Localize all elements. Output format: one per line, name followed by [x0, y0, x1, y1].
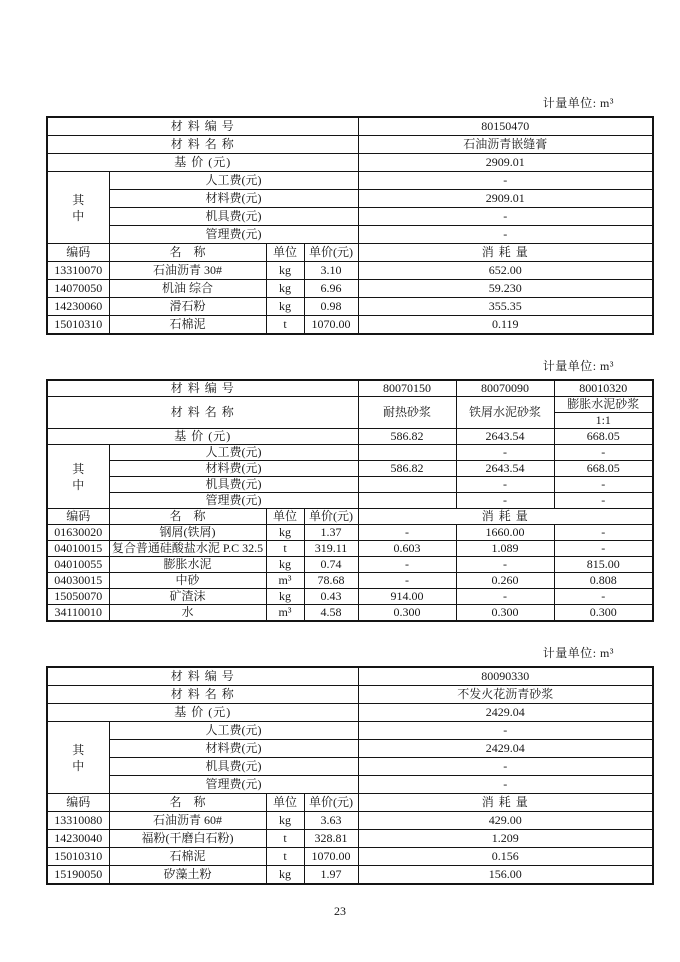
- material-table-2: [46, 379, 654, 622]
- item-qty: -: [554, 541, 653, 557]
- material-no-value: 80090330: [358, 667, 653, 686]
- admin-fee-value: -: [358, 226, 653, 244]
- item-row: [47, 605, 653, 622]
- item-unit: kg: [266, 525, 304, 541]
- item-price: 78.68: [304, 573, 358, 589]
- base-price-label: 基 价 (元): [47, 429, 358, 445]
- column-header-row: [47, 244, 653, 262]
- material-name-value: 耐热砂浆: [358, 397, 456, 429]
- item-price: 0.98: [304, 298, 358, 316]
- material-no-label: 材 料 编 号: [47, 117, 358, 136]
- item-price: 328.81: [304, 830, 358, 848]
- item-unit: m³: [266, 573, 304, 589]
- table-row: [47, 380, 653, 397]
- material-fee-value: 668.05: [554, 461, 653, 477]
- item-row: [47, 848, 653, 866]
- item-name: 钢屑(铁屑): [109, 525, 266, 541]
- item-unit: kg: [266, 812, 304, 830]
- unit-price-header: 单价(元): [304, 244, 358, 262]
- base-price-value: 2643.54: [456, 429, 554, 445]
- item-qty: 1.209: [358, 830, 653, 848]
- unit-label-1: 计量单位: m³: [542, 96, 614, 110]
- material-name-label: 材 料 名 称: [47, 136, 358, 154]
- item-name: 石油沥青 30#: [109, 262, 266, 280]
- item-price: 1.97: [304, 866, 358, 885]
- item-qty: 156.00: [358, 866, 653, 885]
- item-name: 矽藻土粉: [109, 866, 266, 885]
- table-row: [47, 117, 653, 136]
- item-name: 石棉泥: [109, 316, 266, 335]
- item-qty: 0.603: [358, 541, 456, 557]
- unit-label-3: 计量单位: m³: [542, 646, 614, 660]
- item-unit: kg: [266, 557, 304, 573]
- machine-fee-value: [358, 477, 456, 493]
- item-qty: 355.35: [358, 298, 653, 316]
- unit-header: 单位: [266, 794, 304, 812]
- item-qty: -: [554, 525, 653, 541]
- material-no-value: 80150470: [358, 117, 653, 136]
- base-price-value: 586.82: [358, 429, 456, 445]
- material-no-label: 材 料 编 号: [47, 667, 358, 686]
- page-number: 23: [334, 904, 346, 918]
- table-row: [47, 493, 653, 509]
- name-header: 名 称: [109, 244, 266, 262]
- item-row: [47, 298, 653, 316]
- code-header: 编码: [47, 509, 109, 525]
- item-unit: kg: [266, 262, 304, 280]
- item-row: [47, 262, 653, 280]
- item-name: 石棉泥: [109, 848, 266, 866]
- table-row: [47, 758, 653, 776]
- base-price-label: 基 价 (元): [47, 704, 358, 722]
- item-unit: kg: [266, 298, 304, 316]
- unit-header: 单位: [266, 509, 304, 525]
- labor-fee-value: -: [358, 172, 653, 190]
- column-header-row: [47, 794, 653, 812]
- item-name: 石油沥青 60#: [109, 812, 266, 830]
- item-row: [47, 525, 653, 541]
- among-label: 其 中: [47, 722, 109, 794]
- material-fee-label: 材料费(元): [109, 740, 358, 758]
- material-no-label: 材 料 编 号: [47, 380, 358, 397]
- table-row: [47, 704, 653, 722]
- machine-fee-label: 机具费(元): [109, 208, 358, 226]
- material-fee-value: 2643.54: [456, 461, 554, 477]
- material-fee-value: 586.82: [358, 461, 456, 477]
- material-name-value: 不发火花沥青砂浆: [358, 686, 653, 704]
- item-price: 1.37: [304, 525, 358, 541]
- item-qty: 0.156: [358, 848, 653, 866]
- admin-fee-value: -: [554, 493, 653, 509]
- table-row: [47, 208, 653, 226]
- among-label: 其 中: [47, 172, 109, 244]
- item-qty: 0.300: [358, 605, 456, 622]
- item-qty: 0.119: [358, 316, 653, 335]
- material-no-value: 80010320: [554, 380, 653, 397]
- admin-fee-value: [358, 493, 456, 509]
- item-unit: t: [266, 541, 304, 557]
- item-price: 3.10: [304, 262, 358, 280]
- item-qty: 0.260: [456, 573, 554, 589]
- item-qty: -: [358, 525, 456, 541]
- unit-label-2: 计量单位: m³: [542, 359, 614, 373]
- admin-fee-value: -: [456, 493, 554, 509]
- item-code: 34110010: [47, 605, 109, 622]
- labor-fee-label: 人工费(元): [109, 722, 358, 740]
- item-qty: 1660.00: [456, 525, 554, 541]
- column-header-row: [47, 509, 653, 525]
- table-row: [47, 667, 653, 686]
- admin-fee-label: 管理费(元): [109, 493, 358, 509]
- table-row: [47, 172, 653, 190]
- among-label: 其 中: [47, 445, 109, 509]
- material-name-value: 铁屑水泥砂浆: [456, 397, 554, 429]
- item-qty: -: [358, 557, 456, 573]
- machine-fee-value: -: [456, 477, 554, 493]
- item-name: 中砂: [109, 573, 266, 589]
- item-row: [47, 589, 653, 605]
- item-code: 14070050: [47, 280, 109, 298]
- base-price-value: 2429.04: [358, 704, 653, 722]
- table-row: [47, 445, 653, 461]
- labor-fee-value: -: [358, 722, 653, 740]
- table-row: [47, 686, 653, 704]
- material-table-1: [46, 116, 654, 335]
- material-table-3: [46, 666, 654, 885]
- item-qty: 652.00: [358, 262, 653, 280]
- item-name: 滑石粉: [109, 298, 266, 316]
- material-no-value: 80070150: [358, 380, 456, 397]
- material-name-ratio: 1:1: [554, 413, 653, 429]
- item-price: 0.43: [304, 589, 358, 605]
- item-qty: 0.300: [554, 605, 653, 622]
- item-row: [47, 557, 653, 573]
- consumption-header: 消 耗 量: [358, 244, 653, 262]
- table-row: [47, 722, 653, 740]
- item-price: 0.74: [304, 557, 358, 573]
- item-row: [47, 541, 653, 557]
- item-code: 15010310: [47, 848, 109, 866]
- item-qty: -: [358, 573, 456, 589]
- item-name: 膨胀水泥: [109, 557, 266, 573]
- labor-fee-label: 人工费(元): [109, 172, 358, 190]
- item-name: 机油 综合: [109, 280, 266, 298]
- item-unit: t: [266, 316, 304, 335]
- item-code: 04010055: [47, 557, 109, 573]
- table-row: [47, 226, 653, 244]
- admin-fee-value: -: [358, 776, 653, 794]
- item-unit: kg: [266, 866, 304, 885]
- consumption-header: 消 耗 量: [358, 509, 653, 525]
- item-row: [47, 573, 653, 589]
- item-code: 15010310: [47, 316, 109, 335]
- item-qty: -: [456, 589, 554, 605]
- item-code: 13310080: [47, 812, 109, 830]
- base-price-value: 668.05: [554, 429, 653, 445]
- item-qty: 0.300: [456, 605, 554, 622]
- item-unit: t: [266, 830, 304, 848]
- item-unit: kg: [266, 280, 304, 298]
- labor-fee-value: [358, 445, 456, 461]
- machine-fee-value: -: [358, 208, 653, 226]
- item-price: 6.96: [304, 280, 358, 298]
- material-fee-label: 材料费(元): [109, 190, 358, 208]
- material-fee-value: 2429.04: [358, 740, 653, 758]
- item-code: 15190050: [47, 866, 109, 885]
- item-price: 3.63: [304, 812, 358, 830]
- base-price-label: 基 价 (元): [47, 154, 358, 172]
- item-qty: 914.00: [358, 589, 456, 605]
- material-name-label: 材 料 名 称: [47, 397, 358, 429]
- item-row: [47, 812, 653, 830]
- item-name: 复合普通硅酸盐水泥 P.C 32.5: [109, 541, 266, 557]
- item-unit: t: [266, 848, 304, 866]
- admin-fee-label: 管理费(元): [109, 776, 358, 794]
- item-price: 319.11: [304, 541, 358, 557]
- table-row: [47, 461, 653, 477]
- table-row: [47, 154, 653, 172]
- item-name: 福粉(干磨白石粉): [109, 830, 266, 848]
- labor-fee-value: -: [456, 445, 554, 461]
- item-qty: 59.230: [358, 280, 653, 298]
- table-row: [47, 397, 653, 413]
- item-qty: -: [456, 557, 554, 573]
- item-row: [47, 280, 653, 298]
- item-code: 04010015: [47, 541, 109, 557]
- material-no-value: 80070090: [456, 380, 554, 397]
- code-header: 编码: [47, 244, 109, 262]
- item-name: 矿渣沫: [109, 589, 266, 605]
- machine-fee-label: 机具费(元): [109, 477, 358, 493]
- item-code: 13310070: [47, 262, 109, 280]
- item-unit: m³: [266, 605, 304, 622]
- item-code: 14230040: [47, 830, 109, 848]
- name-header: 名 称: [109, 794, 266, 812]
- table-row: [47, 776, 653, 794]
- table-row: [47, 740, 653, 758]
- material-name-label: 材 料 名 称: [47, 686, 358, 704]
- item-code: 04030015: [47, 573, 109, 589]
- labor-fee-label: 人工费(元): [109, 445, 358, 461]
- unit-price-header: 单价(元): [304, 794, 358, 812]
- consumption-header: 消 耗 量: [358, 794, 653, 812]
- unit-header: 单位: [266, 244, 304, 262]
- code-header: 编码: [47, 794, 109, 812]
- item-code: 15050070: [47, 589, 109, 605]
- material-name-value: 膨胀水泥砂浆: [554, 397, 653, 413]
- item-name: 水: [109, 605, 266, 622]
- item-unit: kg: [266, 589, 304, 605]
- machine-fee-value: -: [358, 758, 653, 776]
- table-row: [47, 429, 653, 445]
- table-row: [47, 477, 653, 493]
- item-qty: -: [554, 589, 653, 605]
- item-price: 1070.00: [304, 848, 358, 866]
- item-row: [47, 866, 653, 885]
- table-row: [47, 190, 653, 208]
- item-price: 1070.00: [304, 316, 358, 335]
- labor-fee-value: -: [554, 445, 653, 461]
- material-name-value: 石油沥青嵌缝膏: [358, 136, 653, 154]
- item-row: [47, 830, 653, 848]
- admin-fee-label: 管理费(元): [109, 226, 358, 244]
- item-qty: 815.00: [554, 557, 653, 573]
- machine-fee-label: 机具费(元): [109, 758, 358, 776]
- item-qty: 429.00: [358, 812, 653, 830]
- base-price-value: 2909.01: [358, 154, 653, 172]
- material-fee-label: 材料费(元): [109, 461, 358, 477]
- material-fee-value: 2909.01: [358, 190, 653, 208]
- unit-price-header: 单价(元): [304, 509, 358, 525]
- machine-fee-value: -: [554, 477, 653, 493]
- item-qty: 0.808: [554, 573, 653, 589]
- table-row: [47, 136, 653, 154]
- item-price: 4.58: [304, 605, 358, 622]
- item-row: [47, 316, 653, 335]
- item-code: 14230060: [47, 298, 109, 316]
- name-header: 名 称: [109, 509, 266, 525]
- item-qty: 1.089: [456, 541, 554, 557]
- item-code: 01630020: [47, 525, 109, 541]
